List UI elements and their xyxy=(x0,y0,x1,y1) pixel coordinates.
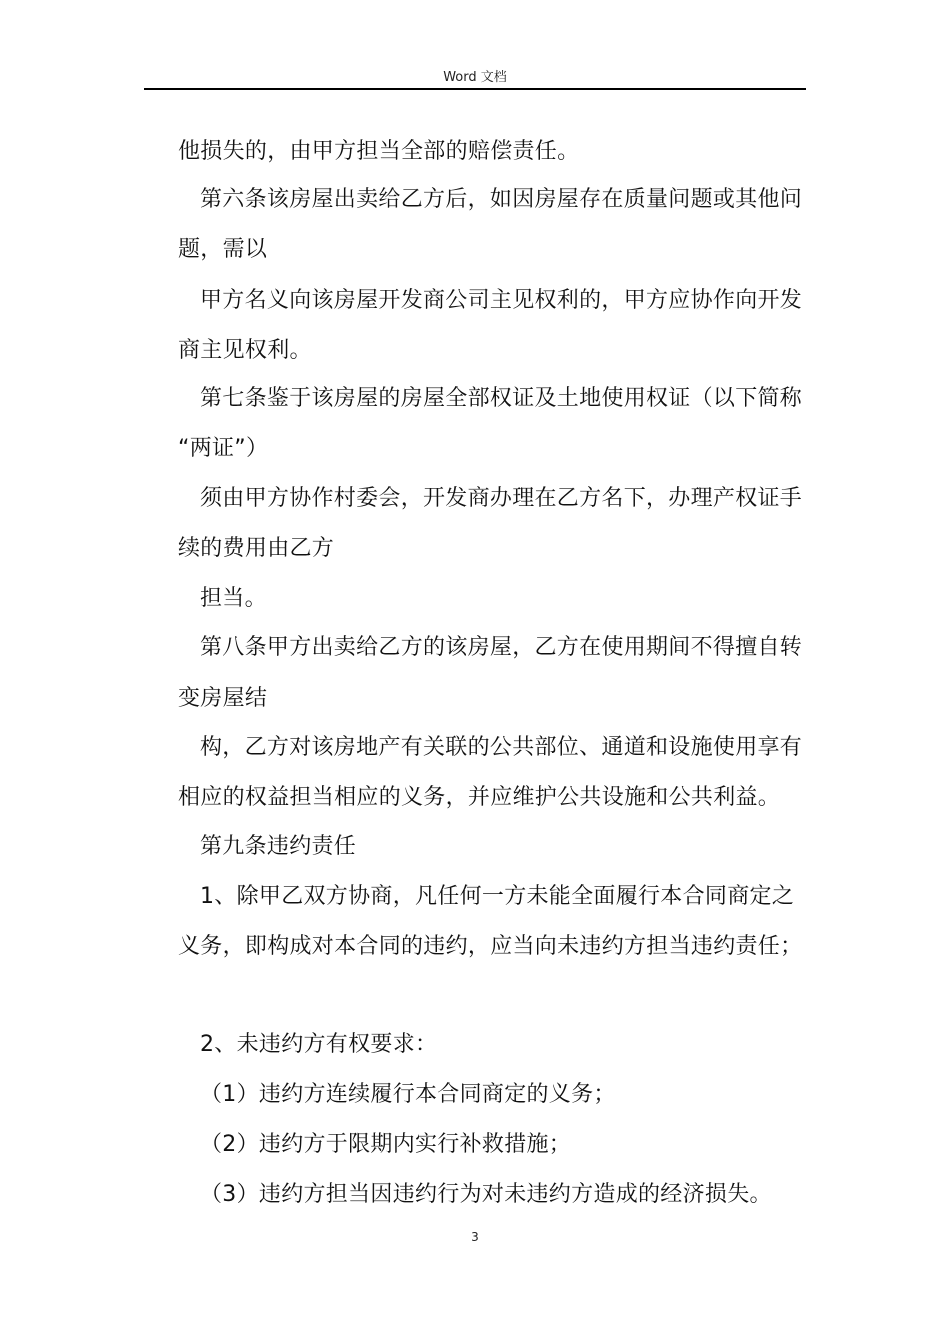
body-line: 第七条鉴于该房屋的房屋全部权证及土地使用权证（以下简称 xyxy=(200,386,803,411)
body-line: 题，需以 xyxy=(178,237,268,262)
body-line: （1）违约方连续履行本合同商定的义务； xyxy=(200,1082,616,1107)
body-line: 甲方名义向该房屋开发商公司主见权利的，甲方应协作向开发 xyxy=(200,288,803,313)
body-line: 第六条该房屋出卖给乙方后，如因房屋存在质量问题或其他问 xyxy=(200,187,803,212)
body-line: 续的费用由乙方 xyxy=(178,536,335,561)
body-line: 担当。 xyxy=(200,586,267,611)
page-header: Word 文档 xyxy=(443,70,507,85)
body-line: 2、未违约方有权要求： xyxy=(200,1032,438,1057)
body-line: 须由甲方协作村委会，开发商办理在乙方名下，办理产权证手 xyxy=(200,486,803,511)
body-line: 他损失的，由甲方担当全部的赔偿责任。 xyxy=(178,139,580,164)
body-line: 相应的权益担当相应的义务，并应维护公共设施和公共利益。 xyxy=(178,785,781,810)
body-line: （2）违约方于限期内实行补救措施； xyxy=(200,1132,572,1157)
body-line: 1、除甲乙双方协商，凡任何一方未能全面履行本合同商定之 xyxy=(200,884,795,909)
body-line: （3）违约方担当因违约行为对未违约方造成的经济损失。 xyxy=(200,1182,772,1207)
body-line: 商主见权利。 xyxy=(178,338,312,363)
body-line: “两证”） xyxy=(178,436,269,461)
body-line: 第九条违约责任 xyxy=(200,834,357,859)
body-line: 义务，即构成对本合同的违约，应当向未违约方担当违约责任； xyxy=(178,934,803,959)
body-line: 变房屋结 xyxy=(178,686,268,711)
page-number: 3 xyxy=(471,1230,479,1244)
body-line: 第八条甲方出卖给乙方的该房屋，乙方在使用期间不得擅自转 xyxy=(200,635,803,660)
body-line: 构，乙方对该房地产有关联的公共部位、通道和设施使用享有 xyxy=(200,735,803,760)
header-divider xyxy=(144,88,806,90)
